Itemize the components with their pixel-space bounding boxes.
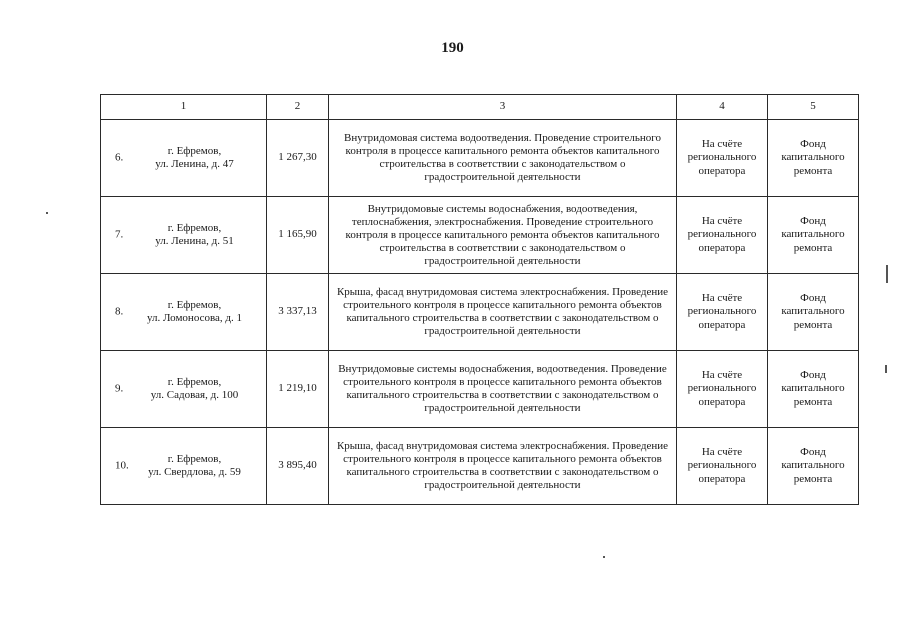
address-cell: [101, 120, 267, 197]
table-row: [101, 428, 859, 505]
row-number: 10.: [115, 459, 129, 472]
address-cell: [101, 428, 267, 505]
header-cell: 1: [101, 95, 267, 120]
fund-cell: Фонд капитального ремонта: [768, 197, 859, 274]
row-number: 7.: [115, 228, 124, 241]
area-cell: 1 267,30: [267, 120, 329, 197]
header-cell: 4: [677, 95, 768, 120]
works-table: [100, 94, 859, 505]
address-city: г. Ефремов,: [167, 375, 222, 388]
header-cell: 2: [267, 95, 329, 120]
address-city: г. Ефремов,: [167, 144, 222, 157]
address-city: г. Ефремов,: [167, 298, 222, 311]
address-cell: [101, 351, 267, 428]
works-description-cell: Внутридомовые системы водоснабжения, водоотведения, теплоснабжения, электроснабжения. Проведение строительного контроля в процессе капитального ремонта объектов капитального строительства в соответствии с законодательством о градостроительной деятельности: [329, 197, 677, 274]
scan-mark: [886, 265, 888, 283]
scan-mark: [46, 212, 48, 214]
account-cell: На счёте регионального оператора: [677, 120, 768, 197]
scan-mark: [603, 556, 605, 558]
works-description-cell: Внутридомовая система водоотведения. Проведение строительного контроля в процессе капитального ремонта объектов капитального строительства в соответствии с законодательством о градостроительной деятельности: [329, 120, 677, 197]
area-cell: 1 219,10: [267, 351, 329, 428]
works-description-cell: Внутридомовые системы водоснабжения, водоотведения. Проведение строительного контроля в процессе капитального ремонта объектов капитального строительства в соответствии с законодательством о градостроительной деятельности: [329, 351, 677, 428]
table-header-row: [101, 95, 859, 120]
scan-mark: [885, 365, 887, 373]
address-street: ул. Свердлова, д. 59: [148, 466, 241, 478]
area-cell: 3 895,40: [267, 428, 329, 505]
address-street: ул. Ленина, д. 51: [155, 235, 234, 247]
table-row: [101, 197, 859, 274]
table-row: [101, 274, 859, 351]
row-number: 9.: [115, 382, 124, 395]
fund-cell: Фонд капитального ремонта: [768, 428, 859, 505]
account-cell: На счёте регионального оператора: [677, 428, 768, 505]
page-number: 190: [441, 40, 464, 56]
works-description-cell: Крыша, фасад внутридомовая система электроснабжения. Проведение строительного контроля в процессе капитального ремонта объектов капитального строительства в соответствии с законодательством о градостроительной деятельности: [329, 274, 677, 351]
header-cell: 3: [329, 95, 677, 120]
address-city: г. Ефремов,: [167, 452, 222, 465]
fund-cell: Фонд капитального ремонта: [768, 120, 859, 197]
address-street: ул. Ломоносова, д. 1: [146, 312, 242, 324]
table-row: [101, 351, 859, 428]
address-city: г. Ефремов,: [167, 221, 222, 234]
fund-cell: Фонд капитального ремонта: [768, 351, 859, 428]
row-number: 6.: [115, 151, 124, 164]
header-cell: 5: [768, 95, 859, 120]
area-cell: 1 165,90: [267, 197, 329, 274]
fund-cell: Фонд капитального ремонта: [768, 274, 859, 351]
account-cell: На счёте регионального оператора: [677, 274, 768, 351]
address-cell: [101, 274, 267, 351]
address-street: ул. Садовая, д. 100: [150, 389, 239, 401]
address-street: ул. Ленина, д. 47: [155, 158, 234, 170]
address-cell: [101, 197, 267, 274]
table-row: [101, 120, 859, 197]
area-cell: 3 337,13: [267, 274, 329, 351]
works-description-cell: Крыша, фасад внутридомовая система электроснабжения. Проведение строительного контроля в процессе капитального ремонта объектов капитального строительства в соответствии с законодательством о градостроительной деятельности: [329, 428, 677, 505]
account-cell: На счёте регионального оператора: [677, 351, 768, 428]
row-number: 8.: [115, 305, 124, 318]
account-cell: На счёте регионального оператора: [677, 197, 768, 274]
